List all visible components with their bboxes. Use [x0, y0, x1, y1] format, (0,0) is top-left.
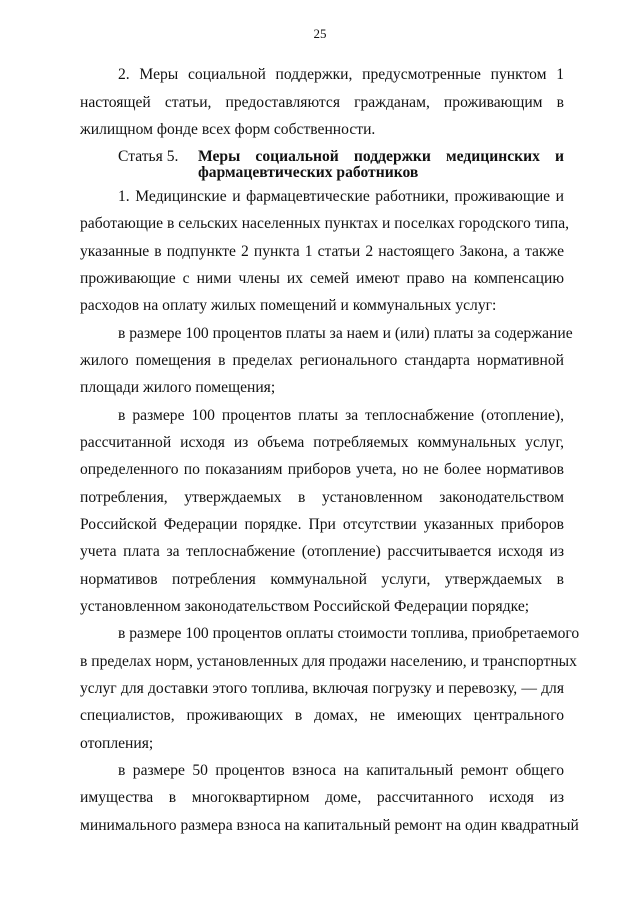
paragraph-line: нормативов потребления коммунальной услуги, утверждаемых в [80, 571, 564, 588]
paragraph-line: имущества в многоквартирном доме, рассчитанного исходя из [80, 789, 564, 806]
paragraph-line: работающие в сельских населенных пунктах и поселках городского типа, [80, 215, 570, 232]
paragraph-line: Российской Федерации порядке. При отсутствии указанных приборов [80, 516, 564, 533]
paragraph-line: отопления; [80, 735, 154, 752]
paragraph-line: потребления, утверждаемых в установленном законодательством [80, 489, 564, 506]
paragraph-line: 1. Медицинские и фармацевтические работники, проживающие и [118, 188, 564, 205]
paragraph-line: в пределах норм, установленных для продажи населению, и транспортных [80, 653, 577, 670]
paragraph-line: расходов на оплату жилых помещений и коммунальных услуг: [80, 297, 497, 314]
paragraph-line: учета плата за теплоснабжение (отопление) рассчитывается исходя из [80, 543, 564, 560]
paragraph-line: в размере 100 процентов оплаты стоимости топлива, приобретаемого [118, 625, 580, 642]
paragraph-line: настоящей статьи, предоставляются гражданам, проживающим в [80, 94, 564, 111]
paragraph-line: жилищном фонде всех форм собственности. [80, 121, 376, 138]
article-title-line: фармацевтических работников [198, 164, 419, 181]
article-title-line: Меры социальной поддержки медицинских и [198, 148, 564, 165]
paragraph-line: специалистов, проживающих в домах, не имеющих центрального [80, 707, 564, 724]
paragraph-line: в размере 100 процентов платы за наем и (или) платы за содержание [118, 325, 573, 342]
paragraph-line: рассчитанной исходя из объема потребляемых коммунальных услуг, [80, 434, 564, 451]
paragraph-line: 2. Меры социальной поддержки, предусмотренные пунктом 1 [118, 66, 564, 83]
paragraph-line: услуг для доставки этого топлива, включая погрузку и перевозку, — для [80, 680, 564, 697]
paragraph-line: в размере 100 процентов платы за теплоснабжение (отопление), [118, 407, 564, 424]
paragraph-line: в размере 50 процентов взноса на капитальный ремонт общего [118, 762, 564, 779]
paragraph-line: площади жилого помещения; [80, 379, 276, 396]
paragraph-line: жилого помещения в пределах регионального стандарта нормативной [80, 352, 564, 369]
article-label: Статья 5. [118, 148, 179, 165]
paragraph-line: установленном законодательством Российской Федерации порядке; [80, 598, 530, 615]
page-number: 25 [313, 26, 327, 41]
paragraph-line: указанные в подпункте 2 пункта 1 статьи 2 настоящего Закона, а также [80, 243, 564, 260]
paragraph-line: минимального размера взноса на капитальный ремонт на один квадратный [80, 817, 579, 834]
paragraph-line: определенного по показаниям приборов учета, но не более нормативов [80, 461, 564, 478]
paragraph-line: проживающие с ними члены их семей имеют право на компенсацию [80, 270, 564, 287]
